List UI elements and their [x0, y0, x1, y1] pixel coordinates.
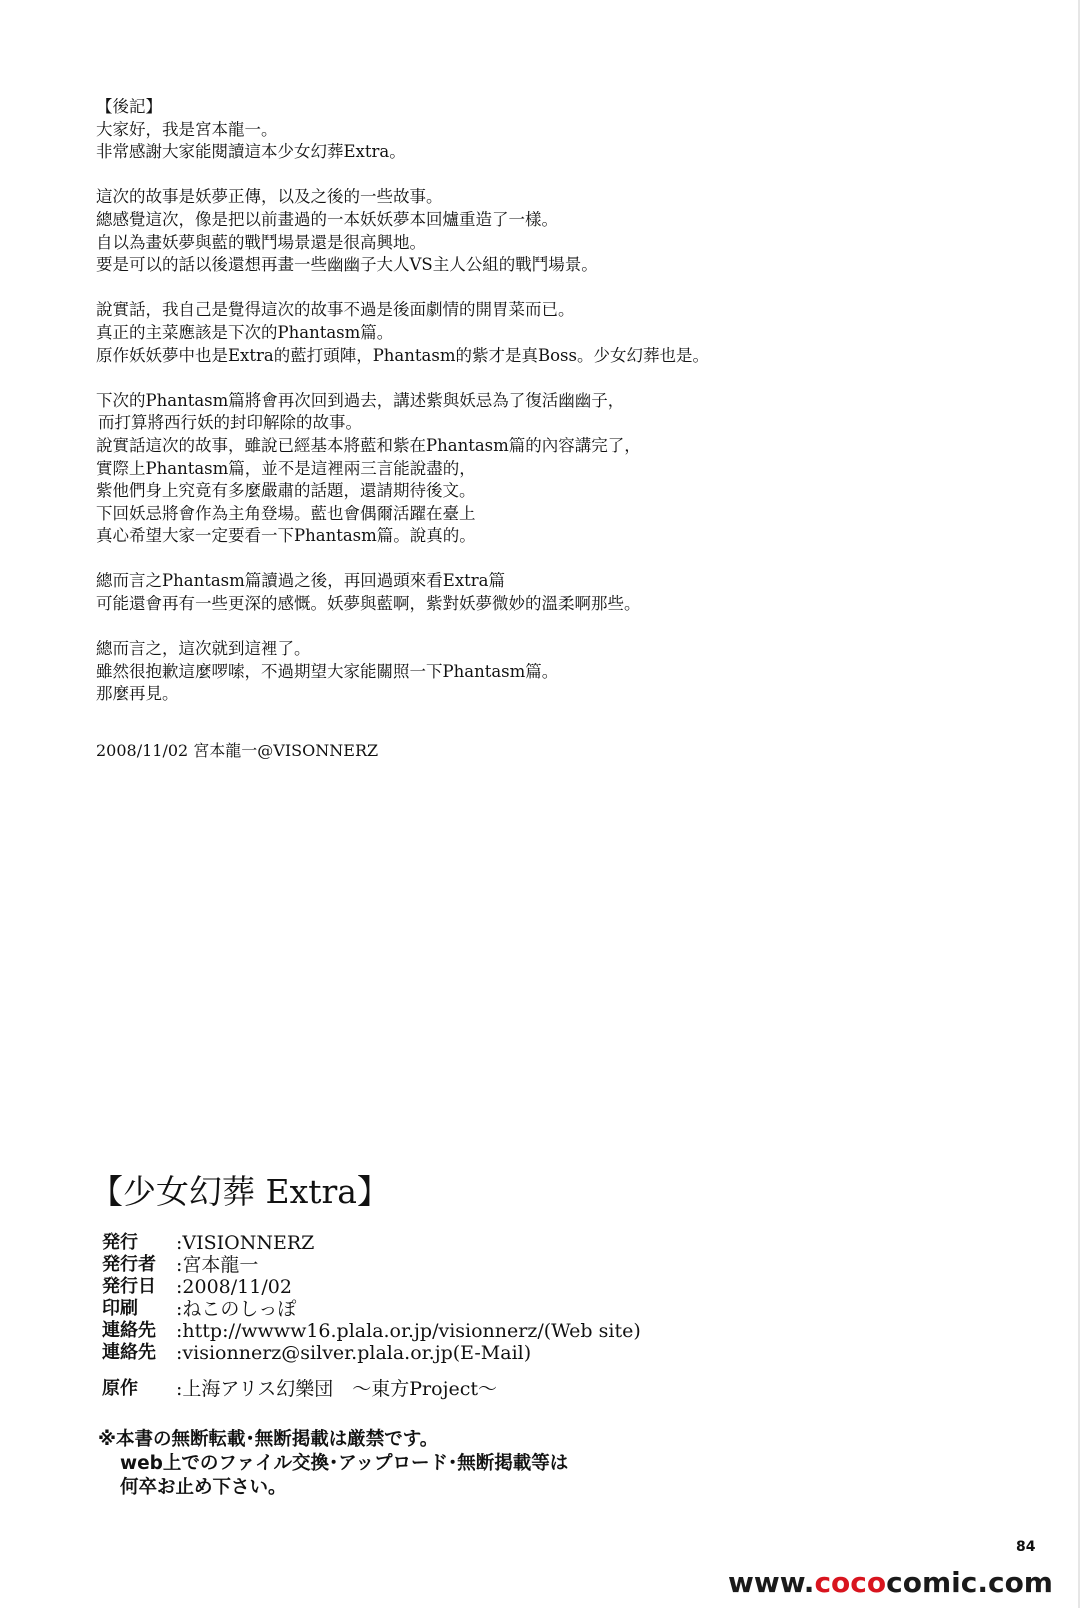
afterword-line: 真正的主菜應該是下次的Phantasm篇。: [96, 322, 394, 342]
colophon-key: 連絡先: [102, 1342, 156, 1363]
notice-line: web上でのファイル交換･アップロード･無断掲載等は: [120, 1453, 569, 1474]
colophon-row-publisher: [102, 1232, 641, 1254]
afterword-line: 說實話，我自己是覺得這次的故事不過是後面劇情的開胃菜而已。: [96, 300, 575, 320]
colophon-key: 発行: [102, 1232, 138, 1253]
watermark-prefix: www.: [728, 1566, 815, 1599]
afterword-line: 大家好，我是宮本龍一。: [96, 119, 278, 139]
afterword-line: 總而言之Phantasm篇讀過之後，再回過頭來看Extra篇: [96, 571, 505, 591]
afterword-paragraph: [96, 570, 996, 615]
watermark-suffix: comic.com: [886, 1566, 1053, 1599]
afterword-line: 那麼再見。: [96, 684, 179, 704]
colophon-row-website: [102, 1320, 641, 1342]
colophon-key: 印刷: [102, 1298, 138, 1319]
colophon-value: :上海アリス幻樂団 ～東方Project～: [176, 1378, 497, 1400]
afterword-line: 而打算將西行妖的封印解除的故事。: [98, 413, 362, 433]
colophon-row-email: [102, 1342, 641, 1364]
afterword-line: 下回妖忌將會作為主角登場。藍也會偶爾活躍在臺上: [96, 503, 476, 523]
colophon-value: :ねこのしっぽ: [176, 1298, 297, 1320]
afterword-line: 實際上Phantasm篇，並不是這裡兩三言能說盡的，: [96, 458, 476, 478]
colophon-key: 連絡先: [102, 1320, 156, 1341]
afterword-line: 說實話這次的故事，雖說已經基本將藍和紫在Phantasm篇的內容講完了，: [96, 435, 641, 455]
colophon-table: [102, 1232, 641, 1400]
afterword-line: 雖然很抱歉這麼啰嗦，不過期望大家能關照一下Phantasm篇。: [96, 661, 559, 681]
notice-line: ※本書の無断転載･無断掲載は厳禁です。: [98, 1429, 439, 1450]
colophon-key: 発行日: [102, 1276, 156, 1297]
colophon-title: 【少女幻葬 Extra】: [90, 1172, 390, 1211]
afterword-paragraph: [96, 96, 996, 164]
afterword-line: 原作妖妖夢中也是Extra的藍打頭陣，Phantasm的紫才是真Boss。少女幻葬也是。: [96, 345, 709, 365]
colophon-value: :宮本龍一: [176, 1254, 259, 1276]
page-number: 84: [1016, 1539, 1036, 1555]
afterword-line: 總感覺這次，像是把以前畫過的一本妖妖夢本回爐重造了一樣。: [96, 209, 558, 229]
afterword-line: 這次的故事是妖夢正傳，以及之後的一些故事。: [96, 187, 443, 207]
copyright-notice: [98, 1428, 568, 1500]
afterword-paragraph: [96, 638, 996, 706]
notice-line: 何卒お止め下さい。: [120, 1477, 287, 1498]
afterword-signature: 2008/11/02 宮本龍一@VISONNERZ: [96, 741, 379, 760]
afterword-line: 下次的Phantasm篇將會再次回到過去，講述紫與妖忌為了復活幽幽子，: [96, 390, 625, 410]
colophon-value: :2008/11/02: [176, 1276, 292, 1298]
afterword-line: 非常感謝大家能閱讀這本少女幻葬Extra。: [96, 142, 406, 162]
colophon-email-link: :visionnerz@silver.plala.or.jp(E-Mail): [176, 1342, 532, 1364]
afterword-text: [96, 96, 996, 729]
colophon-row-author: [102, 1254, 641, 1276]
afterword-line: 自以為畫妖夢與藍的戰鬥場景還是很高興地。: [96, 232, 426, 252]
colophon-row-original: [102, 1378, 641, 1400]
colophon-row-printer: [102, 1298, 641, 1320]
site-watermark: [728, 1566, 1053, 1600]
afterword-line: 可能還會再有一些更深的感慨。妖夢與藍啊，紫對妖夢微妙的溫柔啊那些。: [96, 594, 641, 614]
afterword-heading: 【後記】: [96, 97, 162, 116]
colophon-key: 発行者: [102, 1254, 156, 1275]
colophon-row-date: [102, 1276, 641, 1298]
colophon-value: :VISIONNERZ: [176, 1232, 315, 1254]
afterword-paragraph: [96, 390, 996, 548]
afterword-line: 總而言之，這次就到這裡了。: [96, 639, 311, 659]
afterword-line: 紫他們身上究竟有多麼嚴肅的話題，還請期待後文。: [96, 481, 476, 501]
afterword-line: 要是可以的話以後還想再畫一些幽幽子大人VS主人公組的戰鬥場景。: [96, 255, 598, 275]
afterword-paragraph: [96, 299, 996, 367]
colophon-website-link: :http://wwww16.plala.or.jp/visionnerz/(Web site): [176, 1320, 641, 1342]
afterword-line: 真心希望大家一定要看一下Phantasm篇。說真的。: [96, 526, 476, 546]
colophon-key: 原作: [102, 1378, 138, 1399]
watermark-accent: coco: [814, 1566, 887, 1599]
afterword-paragraph: [96, 186, 996, 276]
